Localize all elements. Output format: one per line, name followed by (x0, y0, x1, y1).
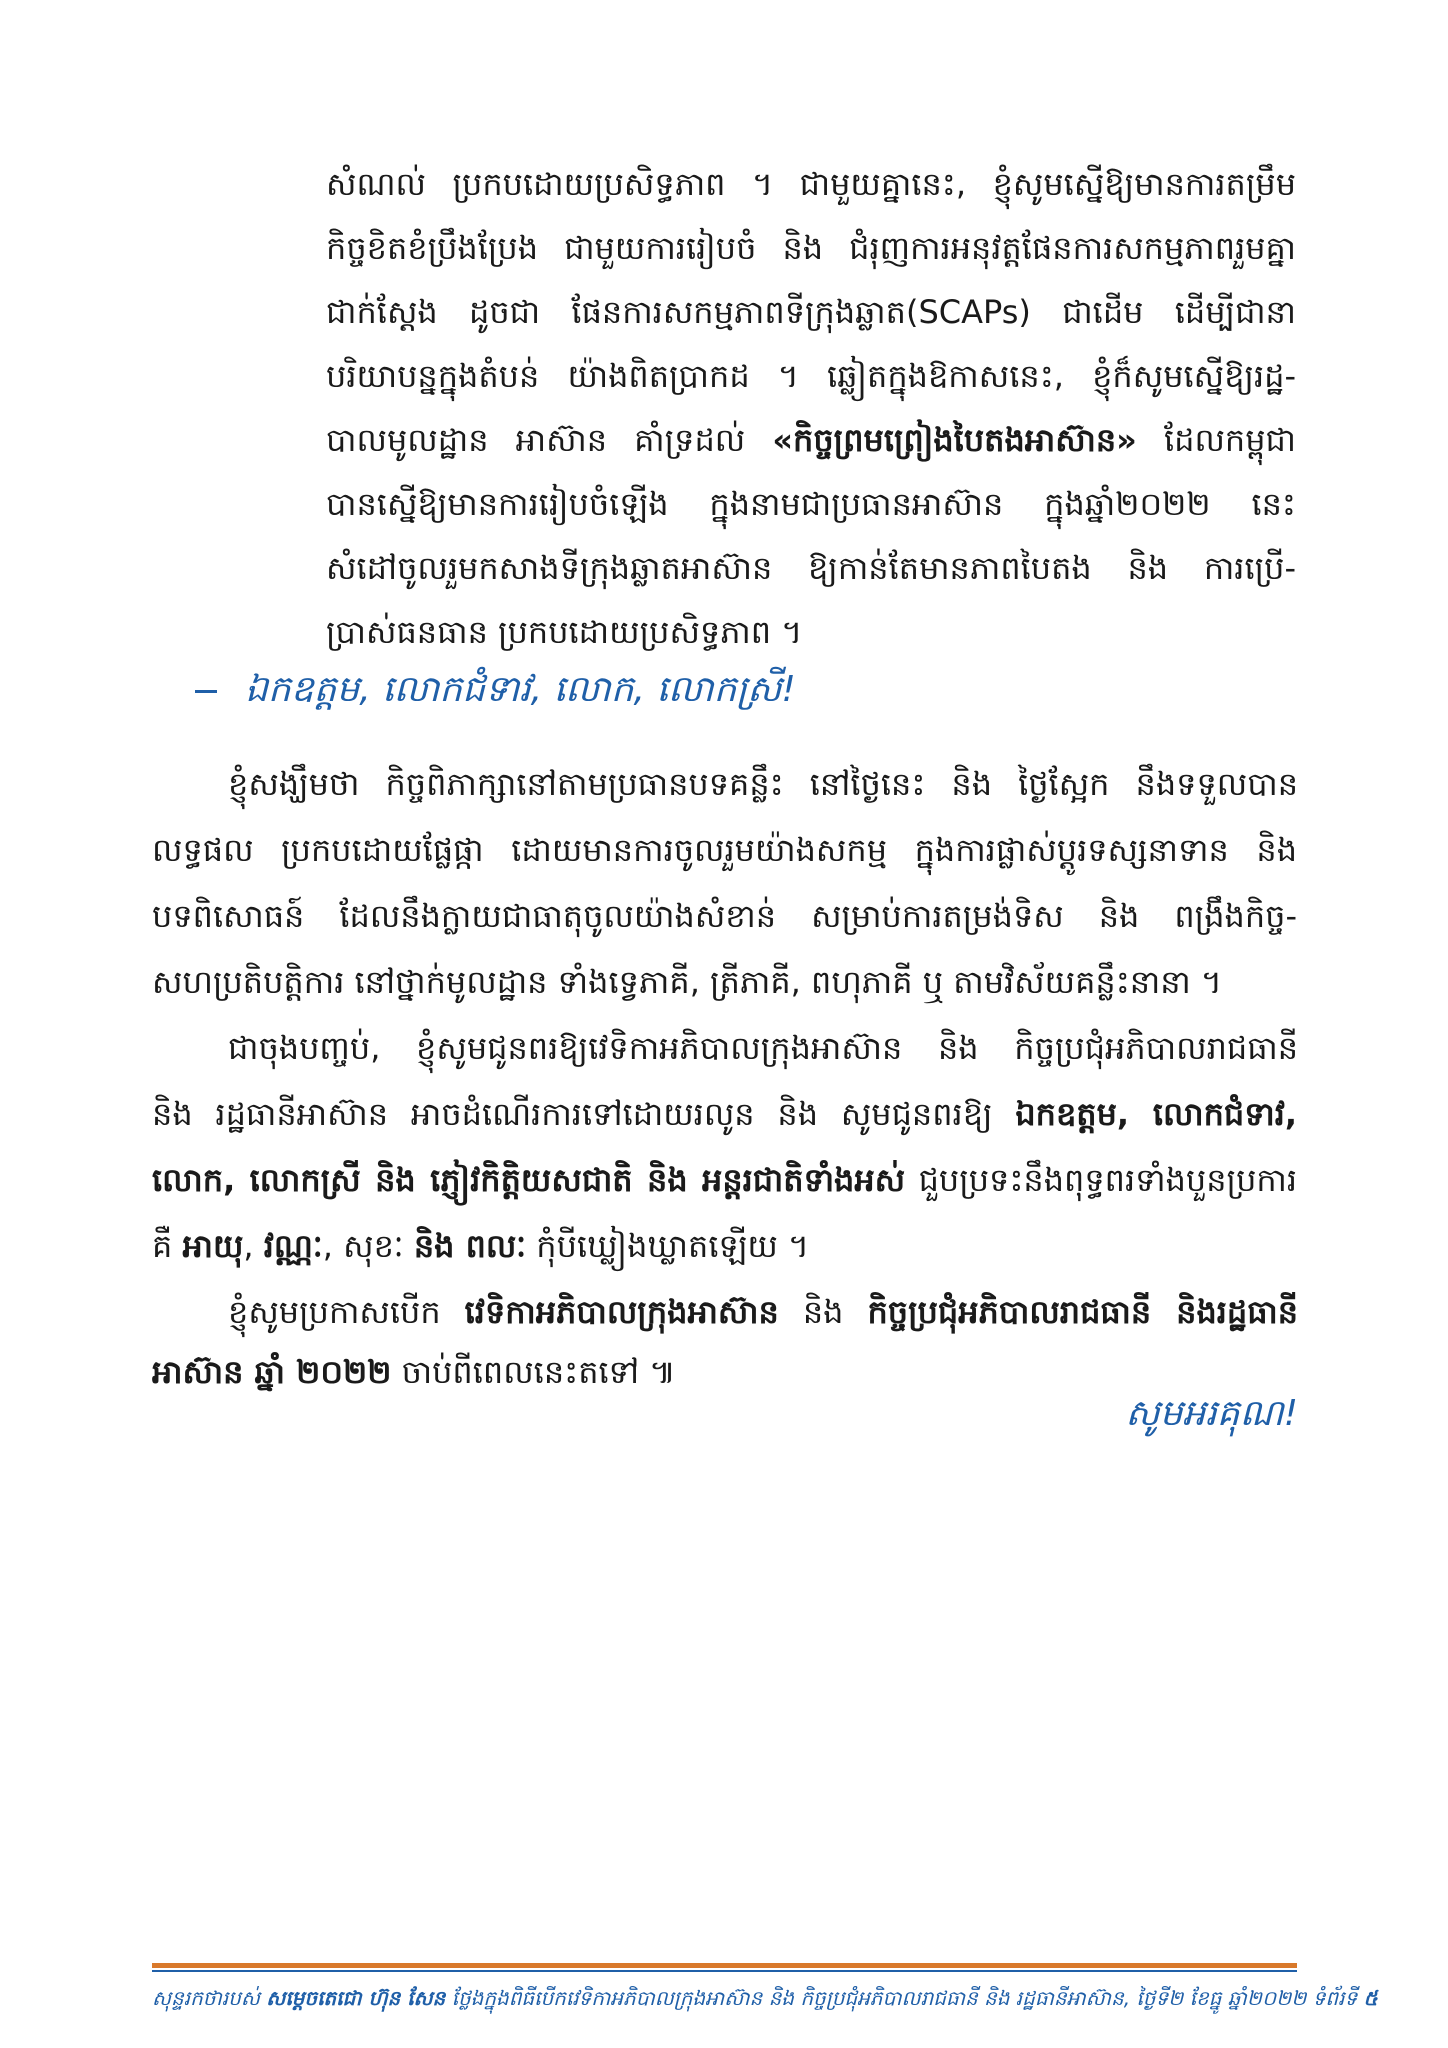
text-span: គឺ (152, 1227, 183, 1265)
body-line: សំណល់ ប្រកបដោយប្រសិទ្ធភាព ។ ជាមួយគ្នានេះ, ខ្ញុំសូមស្នើឱ្យមានការតម្រឹម (326, 165, 1296, 203)
text-span: ខ្ញុំសូមប្រកាសបើក (228, 1293, 465, 1331)
bold-text: «កិច្ចព្រមព្រៀងបៃតងអាស៊ាន» (772, 421, 1137, 459)
bold-text: ឯកឧត្តម, លោកជំទាវ, (1015, 1095, 1298, 1133)
body-line: ខ្ញុំសង្ឃឹមថា កិច្ចពិភាក្សានៅតាមប្រធានបទគន្លឹះ នៅថ្ងៃនេះ និង ថ្ងៃស្អែក នឹងទទួលបាន (228, 765, 1298, 803)
body-line (228, 1290, 1298, 1334)
text-span: ដែលកម្ពុជា (1136, 421, 1296, 459)
footer-rule-blue (152, 1970, 1297, 1972)
footer-rule-orange (152, 1963, 1297, 1968)
bold-text: អាស៊ាន ឆ្នាំ ២០២២ (152, 1353, 392, 1391)
body-line: កិច្ចខិតខំប្រឹងប្រែង ជាមួយការរៀបចំ និង ជំរុញការអនុវត្តផែនការសកម្មភាពរួមគ្នា (326, 229, 1296, 267)
closing-thanks: សូមអរគុណ! (1125, 1393, 1298, 1434)
bold-text: អាយុ (182, 1227, 244, 1265)
body-line (152, 1350, 676, 1394)
footer-speaker: សម្តេចតេជោ ហ៊ុន សែន (266, 1986, 446, 2010)
body-line: សហប្រតិបត្តិការ នៅថ្នាក់មូលដ្ឋាន ទាំងទ្វេភាគី, ត្រីភាគី, ពហុភាគី ឬ តាមវិស័យគន្លឹះនានា ។ (152, 963, 1222, 1001)
page-footer (152, 1980, 1378, 2016)
page-number: ៥ (1363, 1986, 1378, 2010)
body-line (326, 418, 1296, 462)
bold-text: វណ្ណៈ (263, 1227, 323, 1265)
body-line (152, 1224, 809, 1268)
body-line: បទពិសោធន៍ ដែលនឹងក្លាយជាធាតុចូលយ៉ាងសំខាន់ សម្រាប់ការតម្រង់ទិស និង ពង្រឹងកិច្ច- (152, 897, 1297, 935)
body-line: ប្រាស់ធនធាន ប្រកបដោយប្រសិទ្ធភាព ។ (326, 613, 803, 651)
footer-text: ថ្លែងក្នុងពិធីបើកវេទិកាអភិបាលក្រុងអាស៊ាន និង កិច្ចប្រជុំអភិបាលរាជធានី និង រដ្ឋធានីអាស៊ាន, ថ្ងៃទី២ ខែធ្នូ ឆ្នាំ២០២២ ទំព័រទី (445, 1986, 1364, 2010)
bold-text: លោក, លោកស្រី និង ភ្ញៀវកិត្តិយសជាតិ និង អន្តរជាតិទាំងអស់ (152, 1161, 906, 1199)
footer-text: សុន្ទរកថារបស់ (152, 1986, 267, 2010)
bold-text: និង ពលៈ (413, 1227, 527, 1265)
body-line: ជាចុងបញ្ចប់, ខ្ញុំសូមជូនពរឱ្យវេទិកាអភិបាលក្រុងអាស៊ាន និង កិច្ចប្រជុំអភិបាលរាជធានី (228, 1029, 1298, 1067)
body-line: ជាក់ស្ដែង ដូចជា ផែនការសកម្មភាពទីក្រុងឆ្លាត(SCAPs) ជាដើម ដើម្បីជានា (326, 293, 1296, 331)
body-line (152, 1092, 1297, 1136)
bold-text: វេទិកាអភិបាលក្រុងអាស៊ាន (464, 1293, 779, 1331)
body-line: បរិយាបន្នក្នុងតំបន់ យ៉ាងពិតប្រាកដ ។ ឆ្លៀតក្នុងឱកាសនេះ, ខ្ញុំក៏សូមស្នើឱ្យរដ្ឋ- (326, 357, 1296, 395)
body-line: បានស្នើឱ្យមានការរៀបចំឡើង ក្នុងនាមជាប្រធានអាស៊ាន ក្នុងឆ្នាំ២០២២ នេះ (326, 485, 1296, 523)
text-span: កុំបីឃ្លៀងឃ្លាតឡើយ ។ (526, 1227, 810, 1265)
text-span: ចាប់ពីពេលនេះតទៅ ៕ (391, 1353, 676, 1391)
dash-bullet (195, 690, 217, 693)
body-line: សំដៅចូលរួមកសាងទីក្រុងឆ្លាតអាស៊ាន ឱ្យកាន់តែមានភាពបៃតង និង ការប្រើ- (326, 549, 1296, 587)
text-span: ជួបប្រទះនឹងពុទ្ធពរទាំងបួនប្រការ (905, 1161, 1298, 1199)
body-line (152, 1158, 1297, 1202)
body-line: លទ្ធផល ប្រកបដោយផ្លែផ្កា ដោយមានការចូលរួមយ៉ាងសកម្ម ក្នុងការផ្លាស់ប្តូរទស្សនាទាន និង (152, 831, 1297, 869)
text-span: , (243, 1227, 264, 1265)
text-span: និង រដ្ឋធានីអាស៊ាន អាចដំណើរការទៅដោយរលូន និង សូមជូនពរឱ្យ (152, 1095, 1016, 1133)
text-span: បាលមូលដ្ឋាន អាស៊ាន គាំទ្រដល់ (326, 421, 773, 459)
salutation: ឯកឧត្តម, លោកជំទាវ, លោក, លោកស្រី! (245, 669, 796, 710)
text-span: និង (778, 1293, 868, 1331)
bold-text: កិច្ចប្រជុំអភិបាលរាជធានី និងរដ្ឋធានី (867, 1293, 1299, 1331)
text-span: , សុខៈ (322, 1227, 414, 1265)
